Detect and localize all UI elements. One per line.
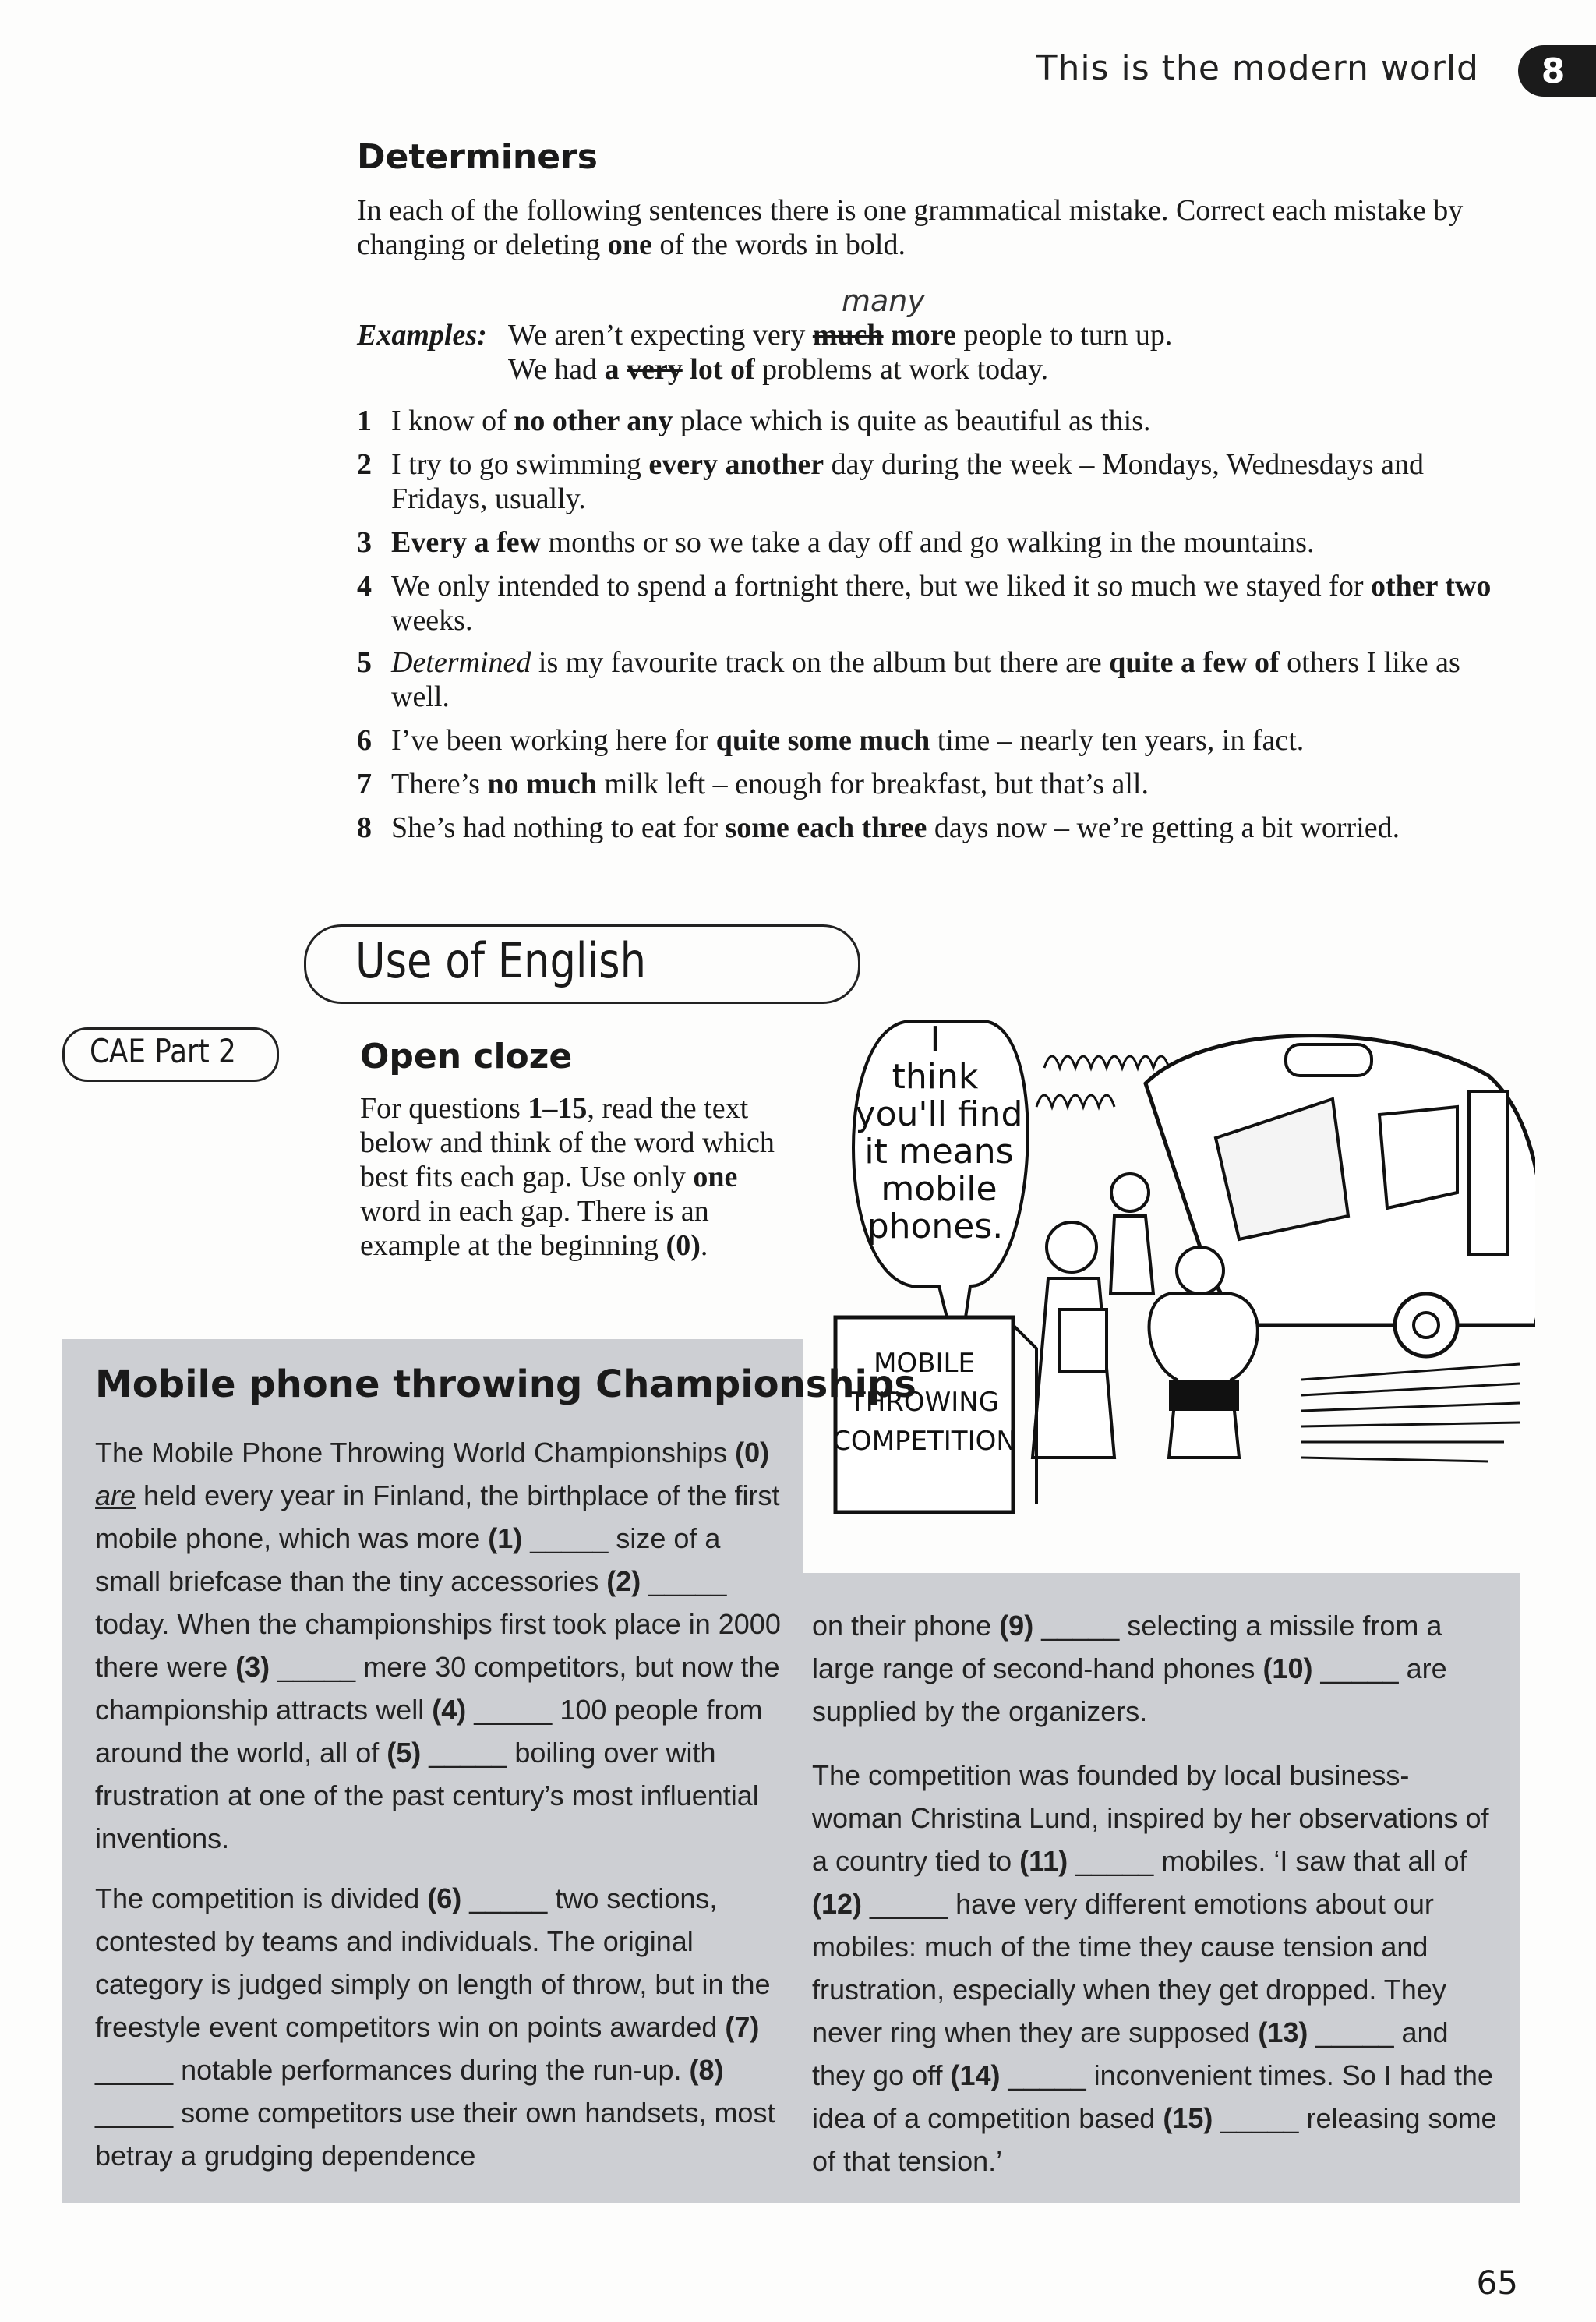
gap-number: (13)	[1258, 2016, 1308, 2048]
gap-number: (3)	[235, 1651, 270, 1683]
crowd-figures	[1044, 1056, 1169, 1068]
cartoon-illustration	[803, 959, 1535, 1551]
question-item: 1 I know of no other any place which is quite as beautiful as this.	[357, 405, 1151, 437]
passage-text: held every year in Finland, the birthplace of the first mobile phone, which was more	[95, 1479, 780, 1554]
passage-text: The Mobile Phone Throwing World Championships	[95, 1437, 736, 1468]
bubble-line: I	[930, 1020, 941, 1059]
passage-right-paragraph-2	[812, 1754, 1498, 2182]
gap-number: (12)	[812, 1888, 863, 1920]
passage-text: _____ are supplied by the organizers.	[812, 1652, 1447, 1727]
sign-line: MOBILE	[874, 1348, 975, 1379]
question-item: 5 Determined is my favourite track on the album but there are quite a few of others I like as well.	[357, 646, 1460, 713]
passage-text: _____ 100 people from around the world, all of	[95, 1694, 763, 1769]
passage-text: _____ selecting a missile from a large range of second-hand phones	[812, 1610, 1442, 1684]
passage-text: _____ size of a small briefcase than the tiny accessories	[95, 1522, 721, 1597]
bubble-line: it means	[864, 1132, 1014, 1172]
question-item: 8 She’s had nothing to eat for some each three days now – we’re getting a bit worried.	[357, 811, 1400, 844]
passage-text: _____ notable performances during the run-up.	[95, 2054, 690, 2086]
open-cloze-heading: Open cloze	[360, 1037, 573, 1076]
passage-left-paragraph-1	[95, 1431, 781, 1860]
gap-number: (14)	[950, 2059, 1001, 2091]
passage-text: _____ releasing some of that tension.’	[812, 2102, 1497, 2177]
gap-number: (9)	[999, 1610, 1034, 1642]
bubble-line: think	[892, 1057, 979, 1097]
passage-text: The competition was founded by local business-woman Christina Lund, inspired by her observations of a country tied to	[812, 1759, 1489, 1877]
passage-left-paragraph-2	[95, 1877, 781, 2177]
passage-text: _____ boiling over with frustration at one of the past century’s most influential inventions.	[95, 1737, 759, 1854]
passage-text: The competition is divided	[95, 1882, 428, 1914]
example-sentence-1: We aren’t expecting very much more people to turn up.	[508, 319, 1173, 352]
gap-number: (1)	[488, 1522, 523, 1554]
bubble-line: phones.	[867, 1207, 1004, 1246]
gap-number: (11)	[1019, 1845, 1068, 1877]
strongman-shorts	[1169, 1380, 1239, 1411]
passage-text: _____ some competitors use their own handsets, most betray a grudging dependence	[95, 2097, 775, 2172]
caravan-door	[1469, 1091, 1508, 1255]
caravan-window-2	[1379, 1107, 1457, 1208]
sign-line: COMPETITION	[832, 1426, 1016, 1457]
strongman-body	[1149, 1294, 1258, 1458]
open-cloze-instructions: For questions 1–15, read the text below and think of the word which best fits each gap. Use only one word in each gap. There is an example at the beginning (0).	[360, 1092, 775, 1262]
bubble-line: mobile	[881, 1169, 998, 1209]
gap-number: (10)	[1262, 1652, 1313, 1684]
question-item: 2 I try to go swimming every another day during the week – Mondays, Wednesdays and Fridays, usually.	[357, 448, 1424, 515]
examples-label: Examples:	[357, 319, 487, 352]
passage-text: _____ and they go off	[812, 2016, 1449, 2091]
question-item: 7 There’s no much milk left – enough for breakfast, but that’s all.	[357, 768, 1149, 801]
use-of-english-title: Use of English	[355, 932, 647, 989]
passage-title: Mobile phone throwing Championships	[95, 1362, 916, 1406]
gap-number: (6)	[427, 1882, 462, 1914]
passage-text: _____ mere 30 competitors, but now the championship attracts well	[95, 1651, 780, 1726]
gap-number: (0)	[735, 1437, 770, 1468]
gap-number: (2)	[606, 1565, 641, 1597]
page-number: 65	[1476, 2264, 1518, 2302]
bubble-line: you'll find	[855, 1094, 1023, 1134]
strongman-head	[1177, 1247, 1223, 1294]
passage-text: on their phone	[812, 1610, 1000, 1642]
passage-text: _____ today. When the championships first took place in 2000 there were	[95, 1565, 781, 1683]
gap-number: (5)	[387, 1737, 422, 1769]
passage-text: _____ mobiles. ‘I saw that all of	[1068, 1845, 1467, 1877]
example-sentence-2: We had a very lot of problems at work today.	[508, 353, 1049, 386]
clipboard	[1060, 1309, 1107, 1372]
example-correction: many	[842, 284, 925, 318]
gap-number: (7)	[725, 2011, 760, 2043]
example-answer: are	[95, 1479, 136, 1511]
caravan-roof-vent	[1286, 1044, 1372, 1076]
determiners-heading: Determiners	[357, 137, 598, 177]
chapter-tab	[1518, 45, 1596, 97]
determiners-instructions: In each of the following sentences there is one grammatical mistake. Correct each mistake by changing or deleting one of the words in bold.	[357, 194, 1464, 261]
gap-number: (15)	[1163, 2102, 1213, 2134]
gap-number: (4)	[432, 1694, 467, 1726]
passage-text: _____ have very different emotions about our mobiles: much of the time they cause tension and frustration, especially when they get dropped. They never ring when they are supposed	[812, 1888, 1446, 2048]
question-item: 3 Every a few months or so we take a day off and go walking in the mountains.	[357, 526, 1315, 559]
gap-number: (8)	[689, 2054, 724, 2086]
question-item: 4 We only intended to spend a fortnight there, but we liked it so much we stayed for other two weeks.	[357, 570, 1492, 637]
running-title: This is the modern world	[1036, 48, 1479, 88]
woman-head	[1047, 1222, 1096, 1272]
cae-part-label: CAE Part 2	[90, 1032, 236, 1070]
passage-text: _____ inconvenient times. So I had the idea of a competition based	[812, 2059, 1493, 2134]
sign-line: THROWING	[849, 1387, 1000, 1418]
chapter-number: 8	[1541, 51, 1566, 91]
question-item: 6 I’ve been working here for quite some much time – nearly ten years, in fact.	[357, 724, 1305, 757]
passage-text: _____ two sections, contested by teams and individuals. The original category is judged simply on length of throw, but in the freestyle event competitors win on points awarded	[95, 1882, 771, 2043]
passage-right-paragraph-1	[812, 1604, 1498, 1733]
